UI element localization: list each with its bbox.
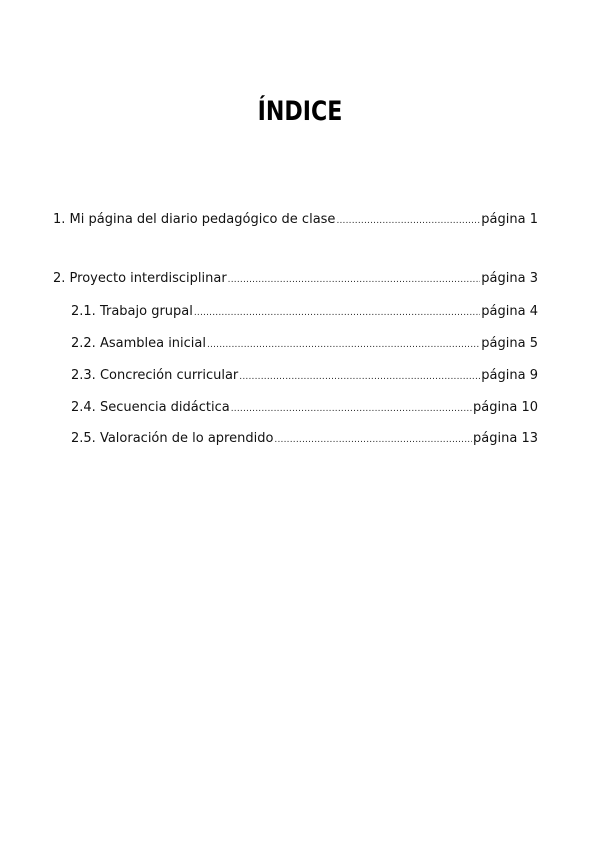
toc-subentry[interactable] (71, 368, 538, 385)
toc-entry-label: 2.2. Asamblea inicial (71, 336, 206, 351)
toc-entry-label: 2.3. Concreción curricular (71, 368, 239, 383)
leader-dots (239, 369, 480, 385)
toc-subentry[interactable] (71, 304, 538, 321)
toc-entry-page: página 1 (481, 212, 538, 227)
leader-dots (207, 337, 480, 353)
toc-entry-page: página 3 (481, 271, 538, 286)
leader-dots (194, 305, 480, 321)
toc-entry-page: página 13 (473, 431, 538, 446)
leader-dots (228, 272, 481, 288)
toc-entry-page: página 5 (481, 336, 538, 351)
leader-dots (274, 432, 472, 448)
leader-dots (336, 213, 480, 229)
toc-subentry[interactable] (71, 336, 538, 353)
toc-subentry[interactable] (71, 400, 538, 417)
toc-entry-label: 2. Proyecto interdisciplinar (53, 271, 227, 286)
leader-dots (231, 401, 472, 417)
toc-entry[interactable] (53, 271, 538, 288)
toc-entry-label: 2.4. Secuencia didáctica (71, 400, 230, 415)
toc-entry[interactable] (53, 212, 538, 229)
toc-subentry[interactable] (71, 431, 538, 448)
page-title: ÍNDICE (257, 96, 343, 127)
toc-entry-label: 1. Mi página del diario pedagógico de clase (53, 212, 336, 227)
toc-entry-page: página 10 (473, 400, 538, 415)
toc-entry-label: 2.5. Valoración de lo aprendido (71, 431, 274, 446)
toc-entry-page: página 9 (481, 368, 538, 383)
toc-entry-label: 2.1. Trabajo grupal (71, 304, 193, 319)
toc-entry-page: página 4 (481, 304, 538, 319)
